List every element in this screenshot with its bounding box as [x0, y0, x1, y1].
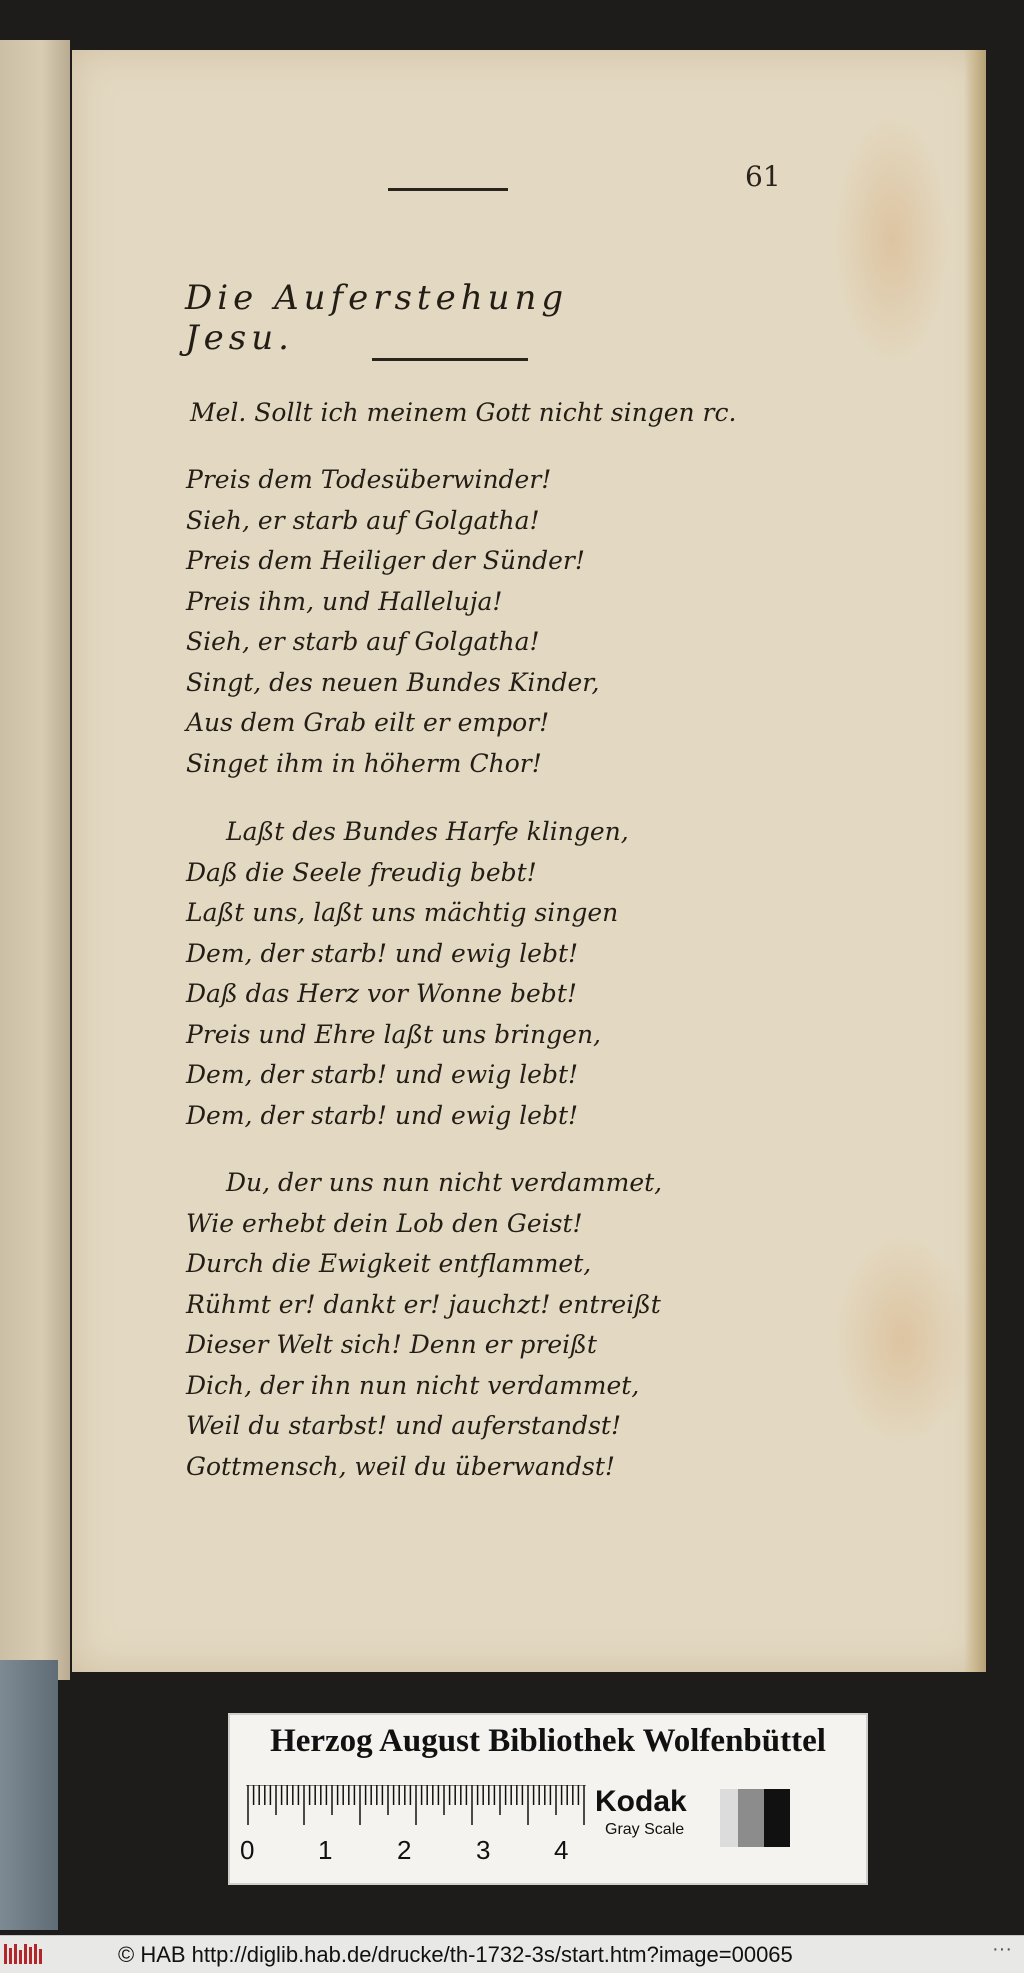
verse-line: Rühmt er! dankt er! jauchzt! entreißt — [186, 1289, 661, 1319]
left-page-binding — [0, 1660, 58, 1930]
verse-line: Singt, des neuen Bundes Kinder, — [186, 667, 600, 697]
gray-swatch — [764, 1789, 790, 1847]
title-rule — [372, 358, 528, 361]
verse-line: Daß die Seele freudig bebt! — [186, 857, 537, 887]
ruler-number: 1 — [318, 1835, 333, 1865]
color-calibration-bar — [228, 1713, 868, 1885]
gray-swatch — [738, 1789, 764, 1847]
stanza-2 — [186, 812, 746, 1136]
verse-line: Singet ihm in höherm Chor! — [186, 748, 542, 778]
ruler-number: 3 — [476, 1835, 491, 1865]
poem-title: Die Auferstehung Jesu. — [185, 278, 569, 358]
verse-line: Preis dem Heiliger der Sünder! — [186, 546, 585, 575]
ruler-number: 4 — [554, 1835, 569, 1865]
hab-logo-icon — [4, 1942, 44, 1966]
kodak-logo: Kodak — [595, 1785, 687, 1818]
source-link[interactable]: © HAB http://diglib.hab.de/drucke/th-1732-3s/start.htm?image=00065 — [118, 1942, 793, 1967]
verse-line: Daß das Herz vor Wonne bebt! — [186, 979, 577, 1008]
verse-line: Dem, der starb! und ewig lebt! — [186, 938, 579, 968]
ruler-scale — [246, 1785, 586, 1825]
verse-line: Laßt des Bundes Harfe klingen, — [226, 817, 629, 846]
verse-line: Aus dem Grab eilt er empor! — [186, 708, 550, 737]
verse-line: Gottmensch, weil du überwandst! — [186, 1451, 615, 1481]
verse-line: Dich, der ihn nun nicht verdammet, — [186, 1370, 640, 1400]
verse-line: Weil du starbst! und auferstandst! — [186, 1411, 622, 1440]
footer-bar — [0, 1935, 1024, 1973]
verse-line: Wie erhebt dein Lob den Geist! — [186, 1208, 583, 1238]
verse-line: Dem, der starb! und ewig lebt! — [186, 1100, 579, 1130]
verse-line: Dem, der starb! und ewig lebt! — [186, 1060, 579, 1089]
ruler-number: 0 — [240, 1835, 255, 1865]
verse-line: Preis und Ehre laßt uns bringen, — [186, 1019, 602, 1049]
verse-line: Preis ihm, und Halleluja! — [186, 586, 503, 616]
verse-line: Preis dem Todesüberwinder! — [186, 465, 552, 494]
verse-line: Sieh, er starb auf Golgatha! — [186, 505, 540, 535]
header-rule — [388, 188, 508, 191]
page-number: 61 — [745, 160, 781, 193]
verse-line: Laßt uns, laßt uns mächtig singen — [186, 898, 619, 927]
gray-swatches — [720, 1789, 790, 1847]
paper-stain — [832, 1230, 972, 1450]
paper-stain — [832, 110, 952, 370]
left-page-edge — [0, 40, 70, 1680]
gray-swatch — [720, 1789, 738, 1847]
verse-line: Dieser Welt sich! Denn er preißt — [186, 1330, 597, 1359]
verse-line: Du, der uns nun nicht verdammet, — [226, 1168, 663, 1197]
stanza-1 — [186, 460, 746, 784]
gray-scale-label: Gray Scale — [605, 1821, 685, 1838]
stanza-3 — [186, 1163, 746, 1487]
melody-line: Mel. Sollt ich meinem Gott nicht singen rc. — [190, 398, 737, 427]
more-options-icon[interactable]: ··· — [992, 1938, 1012, 1960]
institution-label: Herzog August Bibliothek Wolfenbüttel — [270, 1723, 826, 1759]
verse-line: Durch die Ewigkeit entflammet, — [186, 1249, 592, 1278]
ruler-number: 2 — [397, 1835, 412, 1865]
verse-line: Sieh, er starb auf Golgatha! — [186, 627, 540, 656]
